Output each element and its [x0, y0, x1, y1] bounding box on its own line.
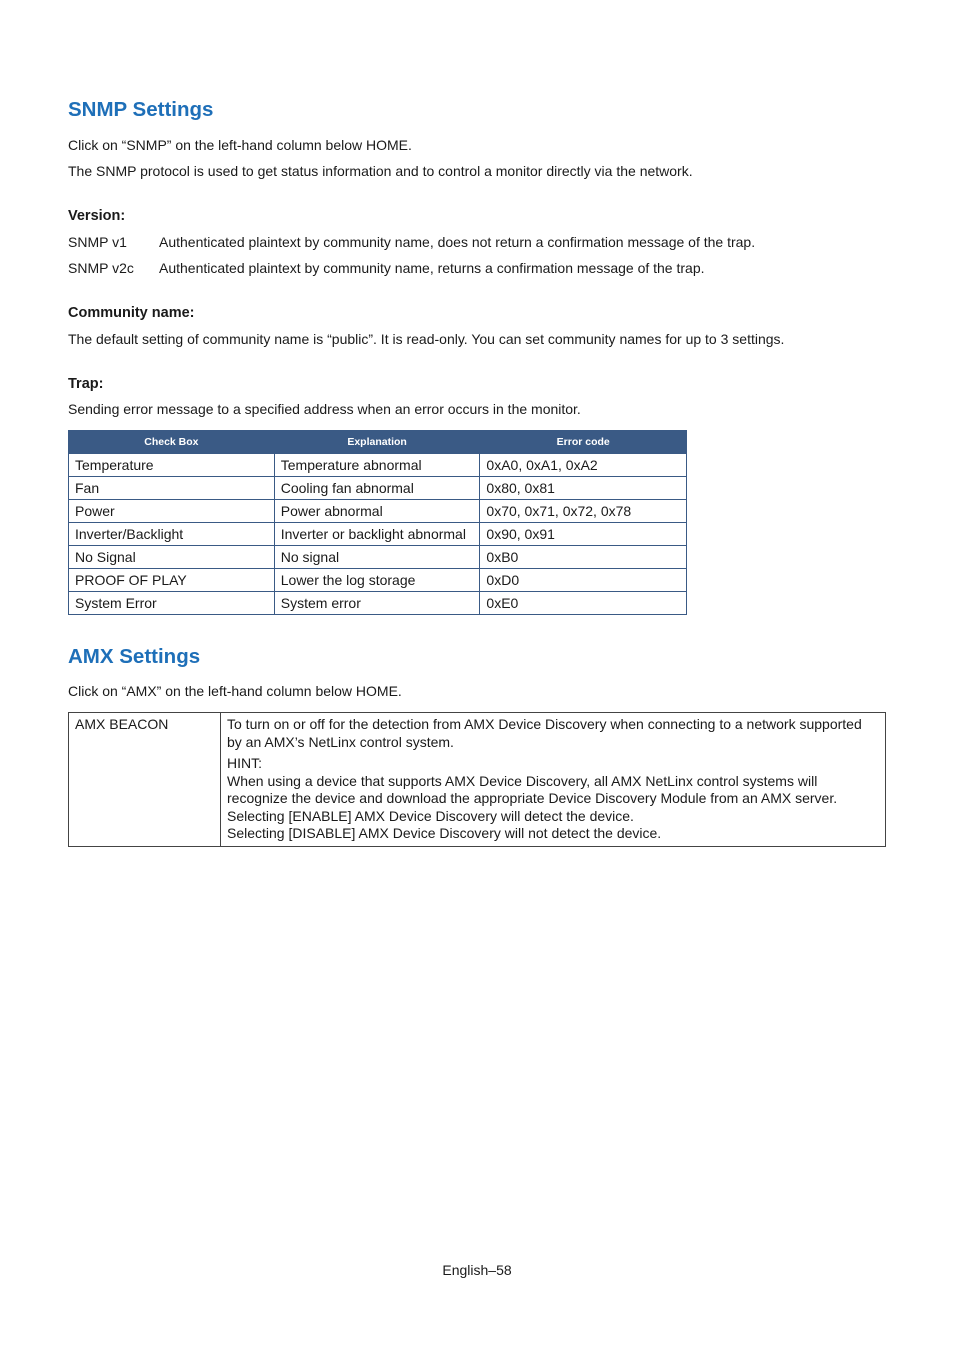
check-box-cell: PROOF OF PLAY: [69, 569, 275, 592]
amx-settings-title: AMX Settings: [68, 645, 201, 668]
error-code-cell: 0x90, 0x91: [480, 523, 687, 546]
check-box-cell: No Signal: [69, 546, 275, 569]
error-code-cell: 0xE0: [480, 592, 687, 615]
table-row: [69, 569, 687, 592]
amx-table: [68, 712, 886, 847]
explanation-cell: Lower the log storage: [274, 569, 480, 592]
page-number: English–58: [442, 1262, 512, 1278]
amx-beacon-key: AMX BEACON: [69, 713, 221, 847]
table-row: [69, 477, 687, 500]
explanation-cell: Inverter or backlight abnormal: [274, 523, 480, 546]
check-box-cell: Inverter/Backlight: [69, 523, 275, 546]
snmp-intro-1: Click on “SNMP” on the left-hand column below HOME.: [68, 137, 412, 153]
hint-label: HINT:: [227, 755, 262, 771]
amx-beacon-description: [221, 713, 886, 847]
error-code-cell: 0x70, 0x71, 0x72, 0x78: [480, 500, 687, 523]
column-header-explanation: Explanation: [274, 431, 480, 454]
community-name-text: The default setting of community name is “public”. It is read-only. You can set community names for up to 3 settings.: [68, 331, 785, 347]
trap-table-header: [69, 431, 687, 454]
trap-table: [68, 430, 687, 615]
column-header-error-code: Error code: [480, 431, 687, 454]
version-key: SNMP v1: [68, 234, 127, 250]
explanation-cell: System error: [274, 592, 480, 615]
trap-heading: Trap:: [68, 376, 104, 392]
explanation-cell: Power abnormal: [274, 500, 480, 523]
version-value: Authenticated plaintext by community name, does not return a confirmation message of the trap.: [159, 234, 756, 250]
snmp-intro-2: The SNMP protocol is used to get status information and to control a monitor directly via the network.: [68, 163, 693, 179]
table-row: [69, 713, 886, 847]
error-code-cell: 0xA0, 0xA1, 0xA2: [480, 454, 687, 477]
hint-text: When using a device that supports AMX Device Discovery, all AMX NetLinx control systems will recognize the device and download the appropriate Device Discovery Module from an AMX server.: [227, 772, 838, 806]
table-row: [69, 523, 687, 546]
trap-text: Sending error message to a specified address when an error occurs in the monitor.: [68, 401, 581, 417]
check-box-cell: Power: [69, 500, 275, 523]
table-row: [69, 454, 687, 477]
error-code-cell: 0xD0: [480, 569, 687, 592]
amx-intro: Click on “AMX” on the left-hand column below HOME.: [68, 683, 402, 699]
explanation-cell: Cooling fan abnormal: [274, 477, 480, 500]
error-code-cell: 0xB0: [480, 546, 687, 569]
table-row: [69, 546, 687, 569]
amx-beacon-desc: To turn on or off for the detection from AMX Device Discovery when connecting to a network supported by an AMX’s NetLinx control system.: [227, 716, 862, 750]
explanation-cell: Temperature abnormal: [274, 454, 480, 477]
check-box-cell: Fan: [69, 477, 275, 500]
table-row: [69, 500, 687, 523]
hint-disable-text: Selecting [DISABLE] AMX Device Discovery will not detect the device.: [227, 825, 662, 841]
column-header-check-box: Check Box: [69, 431, 275, 454]
snmp-settings-title: SNMP Settings: [68, 98, 214, 121]
version-key: SNMP v2c: [68, 260, 134, 276]
error-code-cell: 0x80, 0x81: [480, 477, 687, 500]
check-box-cell: Temperature: [69, 454, 275, 477]
check-box-cell: System Error: [69, 592, 275, 615]
version-heading: Version:: [68, 208, 126, 224]
explanation-cell: No signal: [274, 546, 480, 569]
table-row: [69, 592, 687, 615]
version-value: Authenticated plaintext by community name, returns a confirmation message of the trap.: [159, 260, 705, 276]
hint-enable-text: Selecting [ENABLE] AMX Device Discovery will detect the device.: [227, 807, 634, 824]
community-name-heading: Community name:: [68, 305, 195, 321]
